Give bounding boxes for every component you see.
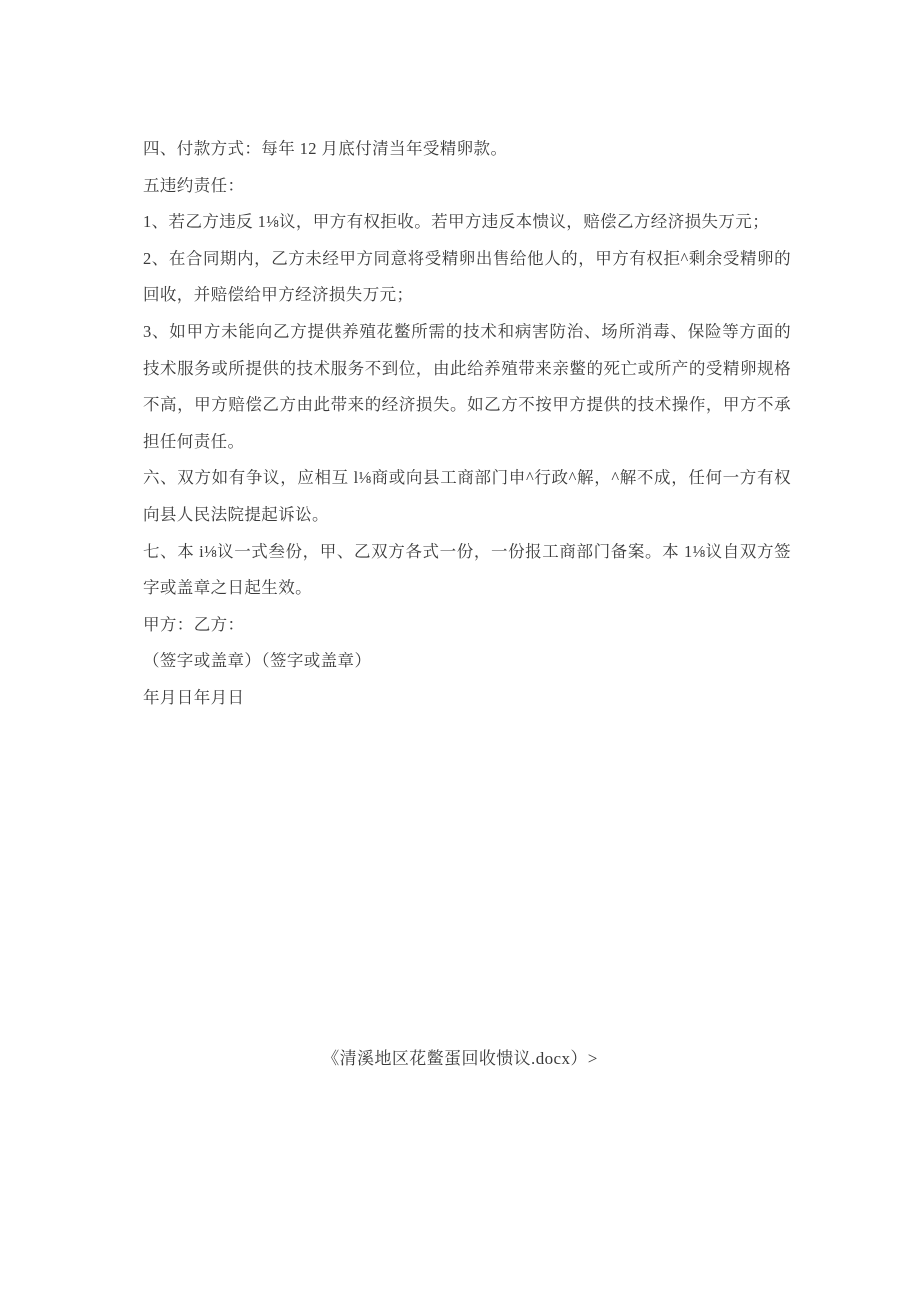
clause-4-payment-method: 四、付款方式：每年 12 月底付清当年受精卵款。 bbox=[143, 139, 508, 158]
liability-item-2: 2、在合同期内，乙方未经甲方同意将受精卵出售给他人的，甲方有权拒^剩余受精卵的回收，并赔偿给甲方经济损失万元； bbox=[143, 248, 791, 305]
document-body bbox=[143, 131, 791, 717]
footer-filename: 《清溪地区花鳖蛋回收愦议.docx）> bbox=[322, 1049, 598, 1068]
liability-item-1: 1、若乙方违反 1⅛议，甲方有权拒收。若甲方违反本愦议，赔偿乙方经济损失万元； bbox=[143, 212, 770, 232]
clause-7-copies-effectiveness: 七、本 i⅛议一式叁份，甲、乙双方各式一份，一份报工商部门备案。本 1⅛议自双方签字或盖章之日起生效。 bbox=[143, 541, 791, 598]
clause-5-liability-heading: 五违约责任： bbox=[143, 175, 245, 195]
liability-item-3: 3、如甲方未能向乙方提供养殖花鳖所需的技术和病害防治、场所消毒、保险等方面的技术服务或所提供的技术服务不到位，由此给养殖带来亲鳖的死亡或所产的受精卵规格不高，甲方赔偿乙方由此带来的经济损失。如乙方不按甲方提供的技术操作，甲方不承担任何责任。 bbox=[143, 321, 791, 451]
clause-6-dispute-resolution: 六、双方如有争议，应相互 l⅛商或向县工商部门申^行政^解，^解不成，任何一方有权向县人民法院提起诉讼。 bbox=[143, 468, 791, 524]
signature-seal-line: （签字或盖章）（签字或盖章） bbox=[143, 651, 372, 671]
signature-date-line: 年月日年月日 bbox=[143, 687, 245, 707]
signature-parties-line: 甲方：乙方： bbox=[143, 614, 245, 634]
